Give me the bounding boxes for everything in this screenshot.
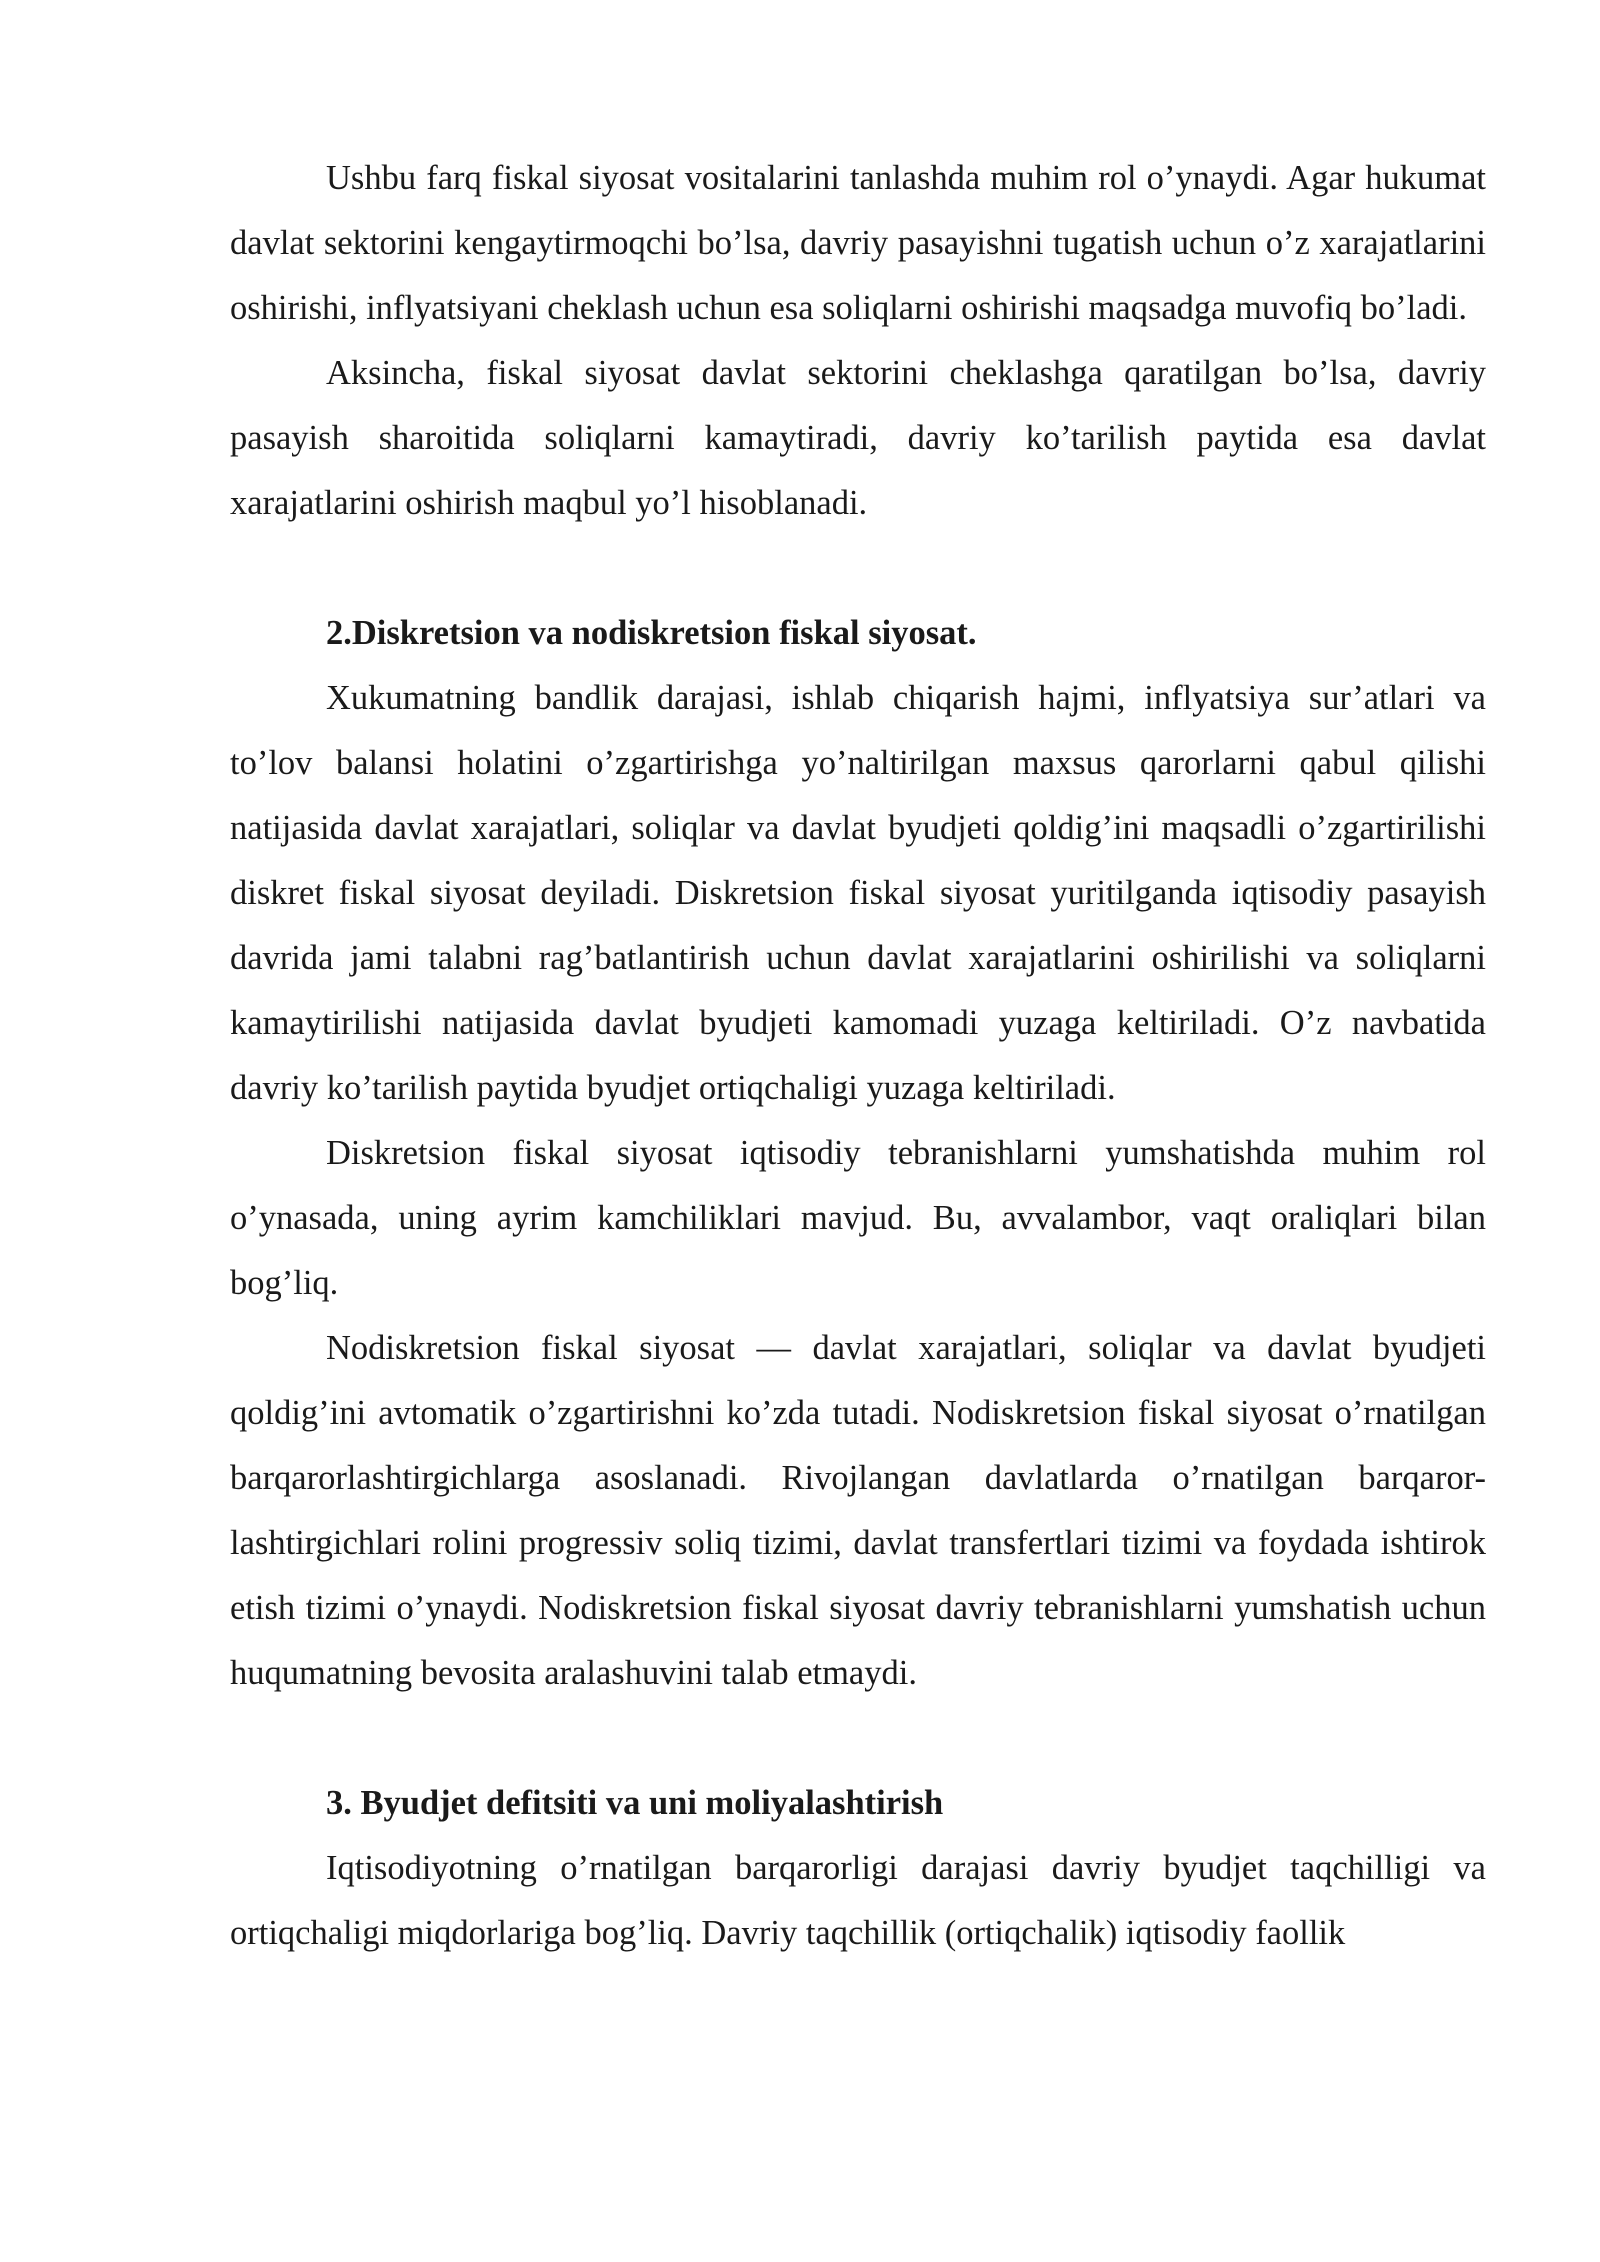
paragraph-discretionary-definition: Xukumatning bandlik darajasi, ishlab chiqarish hajmi, inflyatsiya sur’atlari va to’lov balansi holatini o’zgartirishga yo’naltirilgan maxsus qarorlarni qabul qilishi natijasida davlat xarajatlari, soliqlar va davlat byudjeti qoldig’ini maqsadli o’zgartirilishi diskret fiskal siyosat deyiladi. Diskretsion fiskal siyosat yuritilganda iqtisodiy pasayish davrida jami talabni rag’batlantirish uchun davlat xarajatlarini oshirilishi va soliqlarni kamaytirilishi natijasida davlat byudjeti kamomadi yuzaga keltiriladi. O’z navbatida davriy ko’tarilish paytida byudjet ortiqchaligi yuzaga keltiriladi. — [230, 679, 1486, 1107]
section-gap — [230, 536, 1486, 601]
section-gap — [230, 1706, 1486, 1771]
paragraph-nondiscretionary: Nodiskretsion fiskal siyosat — davlat xarajatlari, soliqlar va davlat byudjeti qoldig’ini avtomatik o’zgartirishni ko’zda tutadi. Nodiskretsion fiskal siyosat o’rnatilgan barqarorlashtirgichlarga asoslanadi. Rivojlangan davlatlarda o’rnatilgan barqaror-lashtirgichlari rolini progressiv soliq tizimi, davlat transfertlari tizimi va foydada ishtirok etish tizimi o’ynaydi. Nodiskretsion fiskal siyosat davriy tebranishlarni yumshatish uchun huqumatning bevosita aralashuvini talab etmaydi. — [230, 1329, 1486, 1692]
document-page — [230, 146, 1486, 1966]
paragraph-fiscal-tools: Ushbu farq fiskal siyosat vositalarini tanlashda muhim rol o’ynaydi. Agar hukumat davlat sektorini kengaytirmoqchi bo’lsa, davriy pasayishni tugatish uchun o’z xarajatlarini oshirishi, inflyatsiyani cheklash uchun esa soliqlarni oshirishi maqsadga muvofiq bo’ladi. — [230, 159, 1486, 327]
section-heading-budget-deficit: 3. Byudjet defitsiti va uni moliyalashtirish — [326, 1784, 944, 1822]
paragraph-discretionary-drawbacks: Diskretsion fiskal siyosat iqtisodiy tebranishlarni yumshatishda muhim rol o’ynasada, uning ayrim kamchiliklari mavjud. Bu, avvalambor, vaqt oraliqlari bilan bog’liq. — [230, 1134, 1486, 1302]
paragraph-built-in-stability: Iqtisodiyotning o’rnatilgan barqarorligi darajasi davriy byudjet taqchilligi va ortiqchaligi miqdorlariga bog’liq. Davriy taqchillik (ortiqchalik) iqtisodiy faollik — [230, 1849, 1486, 1952]
paragraph-fiscal-contraction: Aksincha, fiskal siyosat davlat sektorini cheklashga qaratilgan bo’lsa, davriy pasayish sharoitida soliqlarni kamaytiradi, davriy ko’tarilish paytida esa davlat xarajatlarini oshirish maqbul yo’l hisoblanadi. — [230, 354, 1486, 522]
section-heading-discretionary: 2.Diskretsion va nodiskretsion fiskal siyosat. — [326, 614, 977, 652]
